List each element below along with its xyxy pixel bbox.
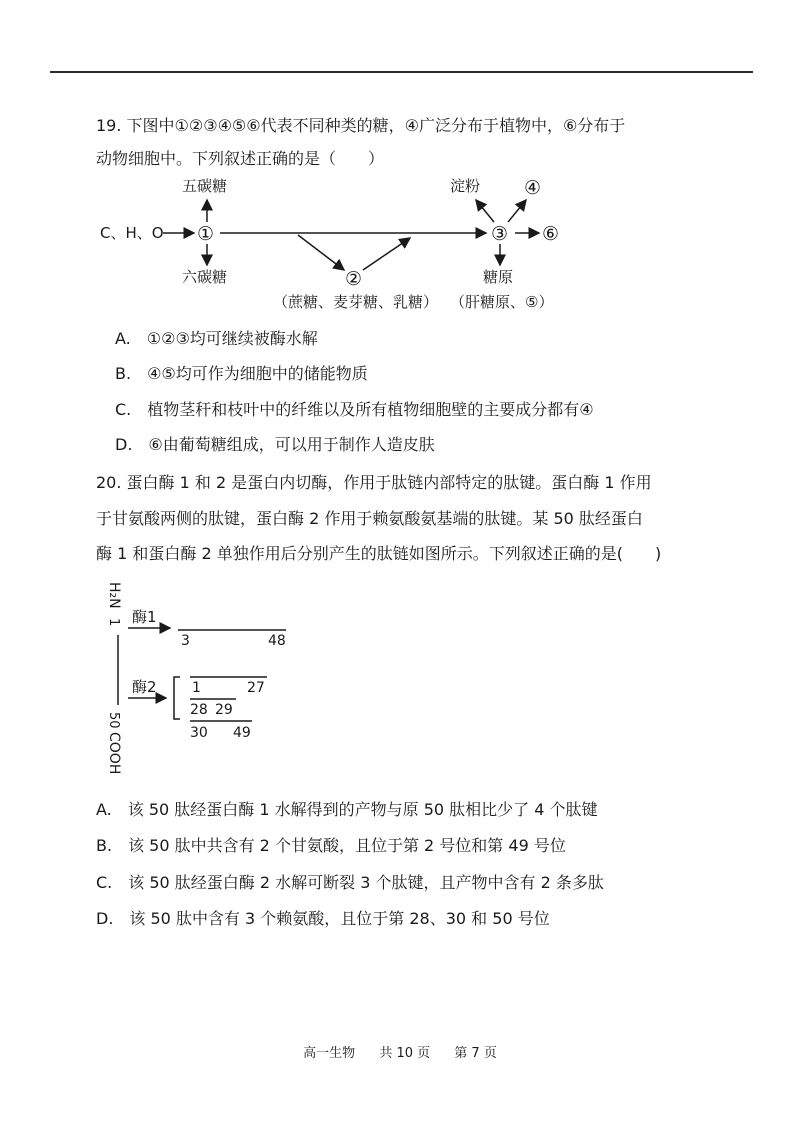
q20-e1-start: 3 — [181, 633, 190, 649]
q20-option-b: B. 该 50 肽中共含有 2 个甘氨酸，且位于第 2 号位和第 49 号位 — [96, 836, 566, 855]
q19-option-d: D. ⑥由葡萄糖组成，可以用于制作人造皮肤 — [115, 435, 435, 454]
q20-option-d: D. 该 50 肽中含有 3 个赖氨酸，且位于第 28、30 和 50 号位 — [96, 909, 550, 928]
q19-node-6: ⑥ — [542, 223, 560, 245]
page-footer — [0, 1042, 800, 1061]
footer-subject: 高一生物 — [303, 1046, 356, 1061]
footer-page-number: 第 7 页 — [454, 1046, 497, 1061]
q20-n-position: 1 — [106, 618, 121, 627]
q19-pentose-label: 五碳糖 — [182, 177, 228, 195]
q19-node-3: ③ — [491, 223, 509, 245]
q19-option-c: C. 植物茎秆和枝叶中的纤维以及所有植物细胞壁的主要成分都有④ — [115, 400, 594, 419]
q20-stem-line2: 于甘氨酸两侧的肽键，蛋白酶 2 作用于赖氨酸氨基端的肽键。某 50 肽经蛋白 — [96, 509, 643, 528]
q20-e2-bracket — [174, 677, 180, 719]
q19-node-1: ① — [197, 223, 215, 245]
q20-e2-a-end: 27 — [247, 680, 265, 696]
q20-e2-a-start: 1 — [192, 680, 201, 696]
q20-c-terminus: COOH — [106, 732, 122, 775]
q20-stem-line3: 酶 1 和蛋白酶 2 单独作用后分别产生的肽链如图所示。下列叙述正确的是( ) — [96, 544, 662, 563]
q19-option-a: A. ①②③均可继续被酶水解 — [115, 329, 318, 348]
q20-e1-end: 48 — [268, 633, 286, 649]
q20-stem-line1: 20. 蛋白酶 1 和 2 是蛋白内切酶，作用于肽链内部特定的肽键。蛋白酶 1 作用 — [96, 473, 652, 492]
q20-e2-c-start: 30 — [190, 725, 208, 741]
q20-c-position: 50 — [106, 712, 121, 729]
q20-n-terminus: H₂N — [106, 582, 122, 609]
q19-node-4: ④ — [524, 177, 542, 199]
q19-node-2: ② — [345, 268, 363, 290]
q19-stem-line1: 19. 下图中①②③④⑤⑥代表不同种类的糖，④广泛分布于植物中，⑥分布于 — [96, 116, 626, 135]
q19-stem-line2: 动物细胞中。下列叙述正确的是（ ） — [96, 149, 385, 168]
q19-hexose-label: 六碳糖 — [182, 268, 228, 286]
q19-glycogen-label: 糖原 — [483, 268, 514, 286]
q20-enzyme2-label: 酶2 — [132, 678, 157, 696]
q20-e2-c-end: 49 — [233, 725, 251, 741]
q19-node-2-note: （蔗糖、麦芽糖、乳糖） — [273, 293, 439, 311]
q20-option-c: C. 该 50 肽经蛋白酶 2 水解可断裂 3 个肽键，且产物中含有 2 条多肽 — [96, 873, 604, 892]
q19-glycogen-note: （肝糖原、⑤） — [450, 293, 554, 311]
q20-e2-b-start: 28 — [190, 702, 208, 718]
q19-source-label: C、H、O — [100, 224, 164, 242]
q19-option-b: B. ④⑤均可作为细胞中的储能物质 — [115, 364, 368, 383]
q20-option-a: A. 该 50 肽经蛋白酶 1 水解得到的产物与原 50 肽相比少了 4 个肽键 — [96, 800, 598, 819]
q19-starch-label: 淀粉 — [450, 177, 481, 195]
q20-e2-b-end: 29 — [215, 702, 233, 718]
q20-enzyme1-label: 酶1 — [132, 608, 157, 626]
footer-total-pages: 共 10 页 — [379, 1046, 431, 1061]
